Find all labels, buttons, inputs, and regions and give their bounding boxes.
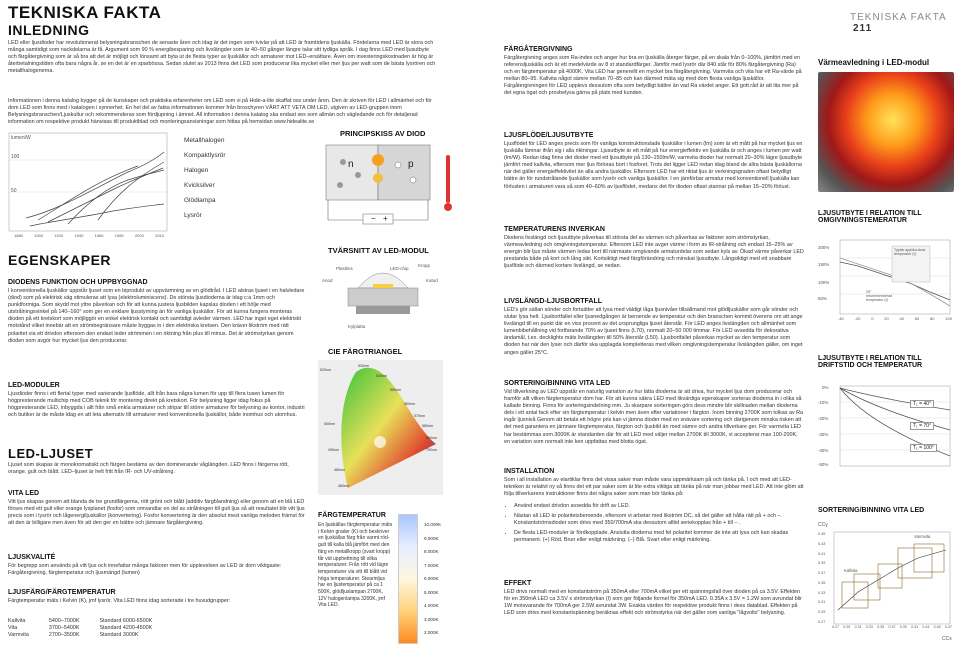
kylplatta-label: Kylplatta (348, 324, 366, 329)
chart3-svg (818, 530, 954, 632)
x-tick: 1940 (74, 233, 84, 238)
diode-diagram (318, 140, 443, 230)
y-tick: 0.27 (818, 619, 826, 624)
legend-item: Halogen (184, 167, 209, 174)
y-tick: 0.37 (818, 571, 826, 576)
x-tick: 0.43 (922, 625, 930, 629)
intro-text: LED eller ljusdioder har revolutionerat belysningsbranschen de senaste åren och idag är det ingen som tvivlar på att LED är framtidens ljuskälla. Fördelarna med LED är stora och många samtidigt som nackdelarna är få. Argument som 90 % energibesparing och livslängder som är 40–50 gånger längre talar sitt tydliga språk. I dag finns LED med ljusutbyte och färgåtergivning som är så bra att det är möjligt och lönsamt att byta ut de flesta typer av ljuskällor och armaturer mot LED–ersättare. Även om investeringskostnaden är hög är återbetalningstiden ofta bara några år. se en det är en sparbössa. Sedan slutet av 2013 finns det LED som producerar lika mycket eller mer ljus per watt som de bästa lysrören och metallhalogenerna. (8, 40, 436, 75)
chart1-annotation: 25° rekommenderad temperatur (t) (866, 290, 893, 303)
legend-item: Kompaktlysrör (184, 152, 226, 159)
temp-table (8, 618, 172, 639)
y-tick: 50% (818, 296, 827, 301)
diode-svg (318, 140, 443, 230)
x-tick: 100 (945, 316, 952, 321)
inst-bullet: • Använd endast drivdon avsedda för drift av LED. (514, 503, 804, 510)
ljuset-heading: LED-LJUSET (8, 446, 94, 461)
history-legend (184, 133, 226, 223)
inst-bullet: • Nästan all LED är polaritetsberoende, eftersom vi arbetar med likström DC, så det gäller att hålla rätt på + och –. Konstantströmsdioder som drivs med 350/700mA ska dessutom alltid seriekopplas från + till – . (514, 513, 804, 527)
scale-label: 2.000K (424, 630, 439, 635)
ledmod-heading: LED-MODULER (8, 382, 60, 389)
scale-label: 7.000K (424, 562, 439, 568)
running-head-title: TEKNISKA FAKTA (850, 12, 947, 23)
n-label: n (348, 159, 354, 170)
y-tick: 0.35 (818, 580, 826, 585)
legend-item: Metallhalogen (184, 137, 225, 144)
inst-text: Som i all installation av elartiklar finns det vissa saker man måste vara uppmärksam på och tänka på. I och med att LED-tekniken är relativt ny så finns det ett par saker som är lite extra viktiga att tänka på när man jobbar med LED. Att inte glöm att följa tillverkarens instruktioner finns det några saker som man bör tänka på: (504, 477, 804, 498)
chart3-heading: SORTERING/BINNING VITA LED (818, 507, 925, 514)
fag-text: Färgåtergivning anges som Ra-index och anger hur bra en ljuskälla återger färger, på en skala från 0–100%, jämfört med en referensljuskälla och är ett medelvärde av 8 st standardfärger. Jämför med lysrör där 840 står för 80% färgåtergivning (Ra) och en färgtemperatur på 4000K. Vita LED har generellt en mycket bra färgåtergivning. Varmvita och vita har ett Ra-värde på mellan 80–95. Kallvita något sämre mellan 70–85 och kan därmed mäta sig med dom flesta vanliga ljuskällor. Färgåtergivningen för LED upplevs dessutom ofta som betydligt bättre än vad Ra värdet anger. Ett gott råd är att lita mer på det egna ögat och provbelysa gärna på plats med kunden. (504, 55, 802, 97)
ljusfarg-heading: LJUSFÄRG/FÄRGTEMPERATUR (8, 589, 116, 596)
chart3-annotation-varmvita: Varmvita (914, 534, 931, 539)
y-tick: 0% (822, 385, 829, 390)
sort-text: Vid tillverkning av LED uppstår en naturlig variation av hur lätta dioderna är att driva, hur mycket ljus dom producerar och framför allt vilken färgtemperatur dom har. För att kunna säkra LED med likvärdiga egenskaper sorteras dioderna in i olika så kallade binning. Finns för sorteringsindelning mm. Ju skarpare sorteringen görs dess mindre blir skillnaden mellan dioderna dels i ett antal fack efter sin färgtemperatur i kelvin men även efter variationer i färgton. Inom binning 2700K som tolkas av Ra ingår ljusnivå Genom att betala ett högre pris kan vi jämna dioder med en snävare sortering och därigenom minska risken att det med garantera en jämnare färgtemperatur, färgton och ljusbild än med sämre och andra tillverkare ger. För varmvita LED har bestämmas som 3000K är standarden där för att LED med väljer mellan 2700K till 3000K, vi accepterar max 100-200K. en variation som normalt inte ken uppfattas med blotta ögat. (504, 389, 804, 445)
cie-label: 460nm (338, 484, 349, 488)
y-tick: -30% (818, 432, 829, 437)
cie-label: 500nm (324, 422, 335, 426)
x-tick: 1920 (54, 233, 64, 238)
x-tick: 1960 (94, 233, 104, 238)
x-tick: 0.37 (888, 625, 896, 629)
ft-heading: FÄRGTEMPERATUR (318, 512, 386, 519)
katod-label: Katod (426, 278, 438, 283)
cie-label: 490nm (328, 448, 339, 452)
temp-heading: TEMPERATURENS INVERKAN (504, 226, 605, 233)
y-tick: -40% (818, 448, 829, 453)
scale-label: 4.000K (424, 603, 439, 608)
tvars-heading: TVÄRSNITT AV LED-MODUL (328, 246, 429, 255)
cie-label: 560nm (404, 402, 415, 406)
scale-label: 6.000K (424, 576, 439, 581)
scale-label: 5.000K (424, 589, 439, 595)
chart1-x-ticks (838, 316, 952, 321)
page-title: TEKNISKA FAKTA (8, 3, 162, 22)
ljuskvalite-heading: LJUSKVALITÉ (8, 554, 56, 561)
eff-text: LED drivs normalt med en konstantström på 350mA eller 700mA vilket ger ett spänningsfall över dioden på ca 3.5V. Effekten för en 350mA LED ca 3.5V x strömstyrkan (I) som ger följande formel för 350mA LED. 0.35A x 3.5V = 1.2W som avrundat blir 1W motsvarande för 700mA ger 2.5W avrundat 3W. Exakta värden för respektive produkt finns i dess datablad. Effekten på LED som drivs med konstantspänning beräknas effekt och strömstyrka när det gäller som vanliga "lågvolts" belysning. (504, 589, 802, 617)
x-tick: 0.27 (832, 625, 839, 629)
cie-label: 530nm (358, 364, 369, 368)
red-thermometer (444, 155, 452, 215)
y-tick: 0.39 (818, 561, 826, 566)
vita-heading: VITA LED (8, 490, 40, 497)
egenskaper-heading: EGENSKAPER (8, 252, 112, 268)
cie-label: 600nm (426, 436, 437, 440)
plastlins-label: Plastlins (336, 266, 353, 271)
intro-text-2: Informationen i denna katalog bygger på de kunskaper och praktiska erfarenheter om LED som vi på Hide-a-lite skaffat oss under åren. Den är skriven för LED i allmänhet och för dom LED som finns med i katalogen i synnerhet. En hel del av fakta informationen kommer från broschyren VÄRT ATT VETA OM LED, utgiven av LED-gruppen inom Belysningsbranschen/Ljuskultur och rekommenderas som fördjupning i ämnet. All information i denna katalog ska endast ses som allmän och vägledande och för detaljerad information om respektive produkt hänvisas till produktblad och monteringsanvisningar som hittas på hemsidan www.hidealite.se (8, 98, 432, 126)
x-tick: -40 (838, 316, 844, 321)
chart3-y-ticks (818, 532, 832, 624)
scale-label: 8.000K (424, 549, 439, 554)
chart-y-label: lumen/W (11, 135, 31, 141)
y-tick: 0.45 (818, 532, 826, 536)
x-tick: 1880 (14, 233, 23, 238)
cie-label: 540nm (376, 374, 387, 378)
plus-label: + (383, 214, 388, 223)
inst-bullets (514, 503, 804, 544)
legend-item: Lysrör (184, 212, 202, 219)
func-heading: DIODENS FUNKTION OCH UPPBYGGNAD (8, 279, 148, 286)
y-tick-50: 50 (11, 188, 17, 194)
x-tick: 60 (914, 316, 920, 321)
flode-text: Ljusflödet för LED anges precis som för vanliga konstruktionslade ljuskällor i lumen (lm) som är ett mått på hur mycket ljus en ljuskälla lämnar ifrån sig i alla riktningar. Ljusutbyte är ett mått på hur energieffektiv en ljuskälla är och anges i lumen per watt (lm/W). Redan idag finns det dioder med ett ljusutbyte på 130–150lm/W, varmvita dioder har normalt 20–30% lägre ljusutbyte jämfört med kallvita, eftersom mer ljus förloras bort i fosforet. Trots det ligger LED redan idag bland de allra bästa ljuskällorna när det gäller energieffektivitet än alla andra ljuskällor. Eftersom LED har ett riktat ljus är verkningsgraden oftast betydligt bättre än för rundstrålande ljuskällor som lysrör och vanliga ljuskällor. I en jämförbar armatur med konventionell ljuskälla kan förlusten i armaturen vara så som 40–60% av ljusflödet, medans det för dioden oftast stannar på mellan 15–20% förlust. (504, 141, 803, 190)
temp-row: Varmvita 2700–3500K Standard 3000K (8, 632, 139, 638)
intro-heading: INLEDNING (8, 22, 90, 38)
scale-label: 9.000K (424, 535, 439, 541)
y-tick: -50% (818, 462, 829, 467)
func-text: I konventionella ljuskällor uppstår ljuset som en biprodukt av uppvärmning av en glödtråd. I LED alstras ljuset i en halvledare (diod) som på elektrisk väg stimuleras att lysa (elektroluminiscens). De största ljusdioderna är idag c:a 1mm och punktformiga. Som skydd mot yttre påverkan och för att kunna justera ljusbilden kapslas dioden i ett hölje med utstrålningsvinkel på 140–160° som ger en enklare ljusstyrning än för vanliga ljuskällor. För att kunna fungera monteras dioden på ett kretskort som möjliggör en enkel elektrisk kontakt och samtidigt avleder värmen. LED har inget eget elektriskt motstånd vilket innebär att en strömbegränsare måste byggas in i den elektriska kretsen. Den kräver likström med rätt polaritet via ett drivdon eftersom den endast leder strömmen i en riktning från plus till minus. Det är strömstyrkan genom dioden som avgör hur mycket ljus den producerar. (8, 288, 305, 344)
y-tick: 0.33 (818, 590, 826, 595)
cie-label: 520nm (320, 368, 331, 372)
legend-item: Kvicksilver (184, 182, 215, 189)
cie-label: 570nm (414, 414, 425, 418)
kropp-label: Kropp (418, 263, 431, 268)
y-tick: -20% (818, 416, 829, 421)
x-tick: 1980 (114, 233, 124, 238)
chart1-heading: LJUSUTBYTE I RELATION TILL OMGIVNINGSTEMERATUR (818, 210, 922, 224)
cie-heading: CIE FÄRGTRIANGEL (328, 347, 403, 356)
legend-t100: T₁ = 100° (910, 444, 937, 452)
fag-heading: FÄRGÅTERGIVNING (504, 46, 573, 53)
chart1-svg (818, 236, 954, 328)
cie-wavelength-labels (318, 360, 443, 495)
inst-heading: INSTALLATION (504, 468, 555, 475)
x-tick: 40 (899, 316, 904, 321)
inst-bullet: • De flesta LED-moduler är fördkopplade. Anslutta dioderna med fel polaritet kommer de inte att lysa och kan skadas permanent. (+) Röd, Brun eller enligt märkning. (–) Blå. Svart eller enligt märkning. (514, 530, 804, 544)
y-tick: 0.41 (818, 551, 826, 556)
x-tick: 0.29 (843, 625, 851, 629)
ledchip-label: LED-chip (390, 266, 409, 271)
livs-text: LED's gör sällan sönder och fortsätter att lysa med väldigt låga ljusnivåer tillsällmand mot glödljuskällor som går sönder och slutar lysa helt. Ljusbortfallet eller ljusnedgången är beroende av temperatur och den branschen kommit överens om att ange livslängd till en punkt där en viss procent av det ursprungliga ljuset återstår. För LED anges livslängden och allmänhet som lumenbibehållning vid fortfarande 70% av ljuset finns (L70), normalt 20–50 000 timmar. För LED avsedda för dekorativa ändamål, t.ex. decklights mäts livslängden till 50% återstår (L50). Ljusbortfallet påverkas mycket av den temperatur som dioden har när den lyser och därför ska upplagda kompletteras med vilken omgivningstemperatur livslängden gäller, om inget anges gäller 25°C. (504, 307, 803, 356)
vita-text: Vitt ljus skapas genom att blanda de tre grundfärgerna, rött grönt och blått (additiv färgblandning) eller genom att en blå LED förses med ett gult eller orange lysplanet (fosfor) som omvandlar en del av strålningen till gult ljus så att resultatet blir vitt ljus precis som i lysrör och lågenergiljuskällor (konvertering). Fosfor konvertering är den absolut mest vanliga metoden främst för att den är billigare men även för att den ger en bättre och jämnare färgåtergivning. (8, 499, 305, 527)
flode-heading: LJUSFLÖDE/LJUSUTBYTE (504, 132, 594, 139)
chart1 (818, 236, 954, 328)
ft-text: En ljuskällas färgtemperatur mäts i Kelvin grader (K) och beskriver en ljuskällas färg från varmt röd-gult till kalla blå jämfört med den färg en metallkropp (svart kropp) får vid upphettning till olika temperaturer. Från rött vid lägre temperaturer via vitt till blått vid höga temperaturer. Stearinljus har en ljustemperatur på ca 1 500K, glödljuslampan 2700K, 12V halogenlampa 3200K, jmf Vita LED. (318, 522, 393, 609)
legend-t40: T₁ = 40° (910, 400, 934, 408)
temp-text: Diodens livslängd och ljusutbyte påverkas till största del av värmen och påverkas av faktorer som strömstyrkan, värmeavledning och omgivningstemperatur. Eftersom LED inte avger värme i form av IR-strålning och endast 15–25% av energin blir ljus måste värmen ledas bort till närmaste omgivande armaturdelar som sedan kyls av. Ökad värme påverkar LED prestanda både på kort och lång sikt. Kortsiktigt med färgförändring och minskat ljusutbyte. Långsiktigt med ett snabbare ljusflöde och därmed kortare livslängd, se nedan. (504, 235, 804, 270)
y-tick: 200% (818, 245, 830, 250)
temp-row: Kallvita 5400–7000K Standard 6000-6500K (8, 618, 153, 624)
scale-label: 3.000K (424, 616, 439, 622)
eff-heading: EFFEKT (504, 580, 532, 587)
legend-t70: T₁ = 70° (910, 422, 934, 430)
scale-label: 10.000K (424, 522, 442, 527)
x-tick: 1900 (34, 233, 44, 238)
ledmod-text: Ljusdioder finns i ett flertal typer med varierande ljusflöde, allt från bara några lumen för upp till flera tusen lumen för högpresterande multichip med COB teknik för montering direkt på kretskort. För belysning ligger idag fokus på högpresterande LED, inbyggda i allt från små enkla armaturer och stripar till större armaturer för belysning av kontor, industri och butiker är de måste idag en att leta alternativ till armaturer med konventionella ljuskällor, både inomhus och utomhus. (8, 391, 305, 419)
efficacy-history-svg (8, 132, 168, 232)
chart2-heading: LJUSUTBYTE I RELATION TILL DRIFTSTID OCH TEMPERATUR (818, 355, 923, 369)
chart3-y-label: CCy (818, 522, 828, 528)
chart3-x-label: CCx (942, 636, 952, 642)
y-tick-100: 100 (11, 154, 20, 160)
x-tick: 2010 (155, 233, 164, 238)
temperature-scale (398, 514, 418, 644)
cie-label: 550nm (390, 388, 401, 392)
y-tick: 0.29 (818, 610, 826, 615)
cie-label: 580nm (422, 424, 433, 428)
chart3-x-ticks (832, 625, 952, 629)
running-head (850, 12, 960, 34)
y-tick: 0.43 (818, 541, 826, 546)
ljuskvalite-text: För begrepp som används på vitt ljus och innefattar många faktorer men för upplevelsen av LED är dom viktigaste: Färgåtergivning, färgtemperatur och ljusmängd (lumen) (8, 563, 282, 577)
x-tick: 20 (884, 316, 889, 321)
y-tick: 100% (818, 280, 830, 285)
x-tick: 0.35 (877, 625, 885, 629)
chart3-annotation-kallvita: Kallvita (844, 568, 858, 573)
y-tick: -10% (818, 400, 829, 405)
chart2 (818, 382, 954, 472)
x-tick: -20 (854, 316, 861, 321)
y-tick: 0.31 (818, 600, 826, 605)
cie-label: 700nm (426, 448, 437, 452)
x-tick: 80 (930, 316, 935, 321)
sort-heading: SORTERING/BINNING VITA LED (504, 380, 611, 387)
p-label: p (408, 159, 414, 170)
cie-label: 480nm (334, 468, 345, 472)
chart3 (818, 530, 954, 632)
heat-map-title: Värmeavledning i LED-modul (818, 58, 930, 67)
x-tick: 0 (871, 316, 874, 321)
ljuset-text: Ljuset som skapas är monokromatiskt och färgen bestäms av den dominerande våglängden. LED finns i färgerna rött, orange, gult och blått. LED–ljuset är helt fritt från IR- och UV-strålning. (8, 462, 289, 476)
led-crosssection (318, 258, 448, 333)
heat-map-image (818, 72, 954, 192)
x-tick: 0.39 (899, 625, 907, 629)
x-tick: 0.45 (933, 625, 941, 629)
temperature-scale-labels (424, 518, 464, 640)
ljusfarg-text: Färgtemperatur mäts i Kelvin (K), jmf lysrör. Vita LED finns idag sorterade i tre huvudgrupper: (8, 598, 231, 604)
page-number: 211 (853, 23, 873, 34)
y-tick: 150% (818, 262, 830, 267)
x-tick: 0.31 (854, 625, 862, 629)
cie-chart (318, 360, 443, 495)
x-tick: 0.33 (865, 625, 873, 629)
minus-label: − (371, 214, 376, 223)
x-tick: 0.41 (911, 625, 919, 629)
x-tick: 2000 (134, 233, 144, 238)
temp-row: Vita 3700–5400K Standard 4200-4500K (8, 625, 153, 631)
princip-heading: PRINCIPSKISS AV DIOD (340, 129, 426, 138)
livs-heading: LIVSLÄNGD-LJUSBORTFALL (504, 298, 602, 305)
x-ticks (14, 233, 164, 238)
chart1-annotation: Typisk applika-tions temperatur (t) (894, 248, 926, 257)
x-tick: 0.47 (944, 625, 952, 629)
efficacy-history-chart (8, 132, 168, 238)
legend-item: Glödlampa (184, 197, 216, 204)
anod-label: Anod (322, 278, 333, 283)
